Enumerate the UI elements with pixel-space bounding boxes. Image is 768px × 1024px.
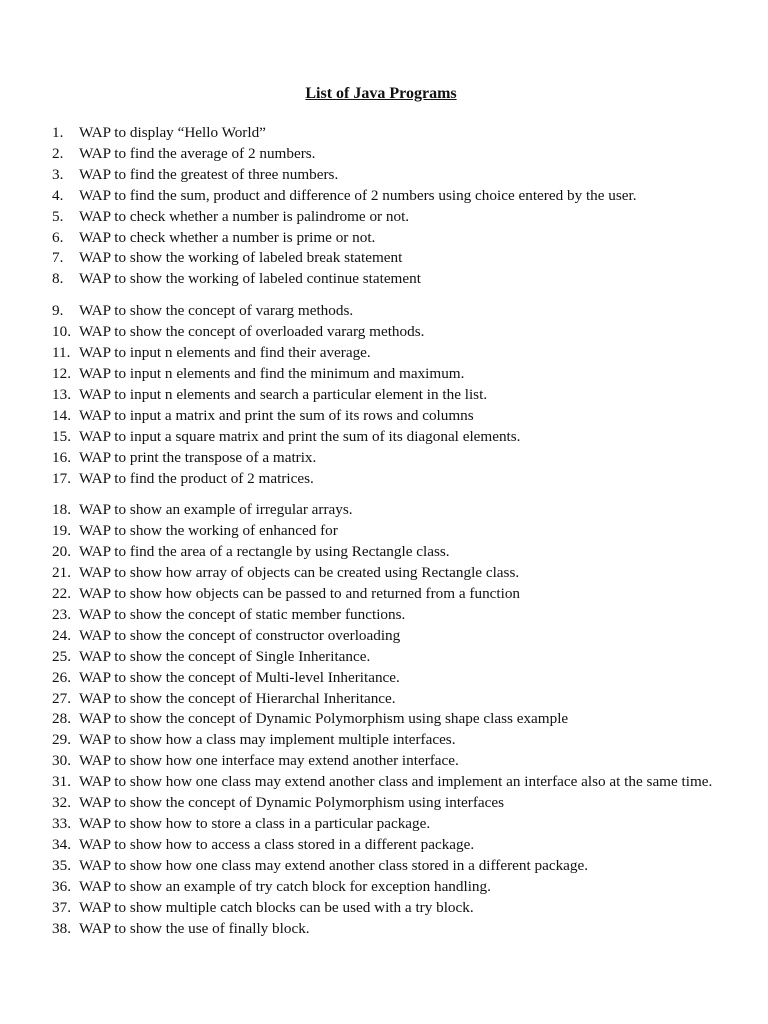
item-text: WAP to print the transpose of a matrix. xyxy=(79,448,317,466)
item-text: WAP to input a matrix and print the sum of its rows and columns xyxy=(79,406,474,424)
item-number: 32. xyxy=(52,794,71,812)
list-item xyxy=(52,730,742,751)
item-number: 29. xyxy=(52,731,71,749)
list-item xyxy=(52,500,742,521)
list-item xyxy=(52,542,742,563)
item-number: 27. xyxy=(52,689,71,707)
item-text: WAP to show how a class may implement multiple interfaces. xyxy=(79,731,456,749)
item-number: 14. xyxy=(52,406,71,424)
program-list xyxy=(52,123,742,939)
item-number: 38. xyxy=(52,919,71,937)
item-text: WAP to check whether a number is palindrome or not. xyxy=(79,207,410,225)
item-text: WAP to show how objects can be passed to and returned from a function xyxy=(79,585,521,603)
item-text: WAP to show the use of finally block. xyxy=(79,919,310,937)
item-number: 25. xyxy=(52,647,71,665)
list-item xyxy=(52,668,742,689)
item-text: WAP to show the concept of overloaded vararg methods. xyxy=(79,323,425,341)
item-number: 17. xyxy=(52,469,71,487)
item-text: WAP to show the concept of constructor overloading xyxy=(79,626,401,644)
item-text: WAP to show how to store a class in a particular package. xyxy=(79,815,431,832)
list-item xyxy=(52,301,742,322)
item-number: 10. xyxy=(52,323,71,341)
item-text: WAP to input n elements and find their average. xyxy=(79,344,371,362)
item-number: 19. xyxy=(52,522,71,540)
item-text: WAP to show the concept of vararg methods. xyxy=(79,302,354,320)
list-item xyxy=(52,207,742,228)
item-text: WAP to input n elements and find the minimum and maximum. xyxy=(79,364,465,382)
item-number: 3. xyxy=(52,165,64,183)
item-number: 37. xyxy=(52,898,71,916)
item-number: 31. xyxy=(52,773,71,791)
list-item xyxy=(52,165,742,186)
item-text: WAP to find the greatest of three numbers. xyxy=(79,165,339,183)
list-item xyxy=(52,605,742,626)
item-number: 18. xyxy=(52,501,71,519)
item-number: 16. xyxy=(52,448,71,466)
item-text: WAP to show how one class may extend another class and implement an interface also at the same time. xyxy=(79,773,713,791)
item-number: 26. xyxy=(52,668,71,686)
document-title: List of Java Programs xyxy=(305,85,457,102)
item-number: 6. xyxy=(52,228,64,246)
list-item xyxy=(52,584,742,605)
list-item xyxy=(52,448,742,469)
item-text: WAP to show multiple catch blocks can be used with a try block. xyxy=(79,898,474,916)
list-item xyxy=(52,144,742,165)
item-number: 34. xyxy=(52,835,71,853)
item-number: 9. xyxy=(52,302,64,320)
item-text: WAP to show an example of try catch block for exception handling. xyxy=(79,877,491,895)
list-item xyxy=(52,856,742,877)
list-item xyxy=(52,709,742,730)
item-text: WAP to find the sum, product and difference of 2 numbers using choice entered by the user. xyxy=(79,186,637,204)
item-number: 4. xyxy=(52,186,64,204)
item-number: 21. xyxy=(52,564,71,582)
item-number: 20. xyxy=(52,543,71,561)
list-item xyxy=(52,835,742,856)
list-item xyxy=(52,751,742,772)
item-text: WAP to show the concept of Dynamic Polymorphism using interfaces xyxy=(79,794,505,812)
list-item xyxy=(52,814,742,835)
item-text: WAP to display “Hello World” xyxy=(79,124,266,141)
list-item xyxy=(52,427,742,448)
list-item xyxy=(52,343,742,364)
item-text: WAP to show the working of labeled break statement xyxy=(79,249,403,267)
item-number: 28. xyxy=(52,710,71,728)
item-text: WAP to show how to access a class stored in a different package. xyxy=(79,835,475,853)
list-item xyxy=(52,898,742,919)
list-item xyxy=(52,322,742,343)
item-text: WAP to find the area of a rectangle by using Rectangle class. xyxy=(79,543,450,561)
item-text: WAP to show an example of irregular arrays. xyxy=(79,501,353,519)
item-number: 12. xyxy=(52,364,71,382)
item-text: WAP to show the concept of Single Inheritance. xyxy=(79,647,371,665)
item-number: 36. xyxy=(52,877,71,895)
list-item xyxy=(52,772,742,793)
list-item xyxy=(52,123,742,144)
item-number: 24. xyxy=(52,626,71,644)
list-item xyxy=(52,919,742,940)
item-text: WAP to show how one interface may extend another interface. xyxy=(79,752,459,770)
list-item xyxy=(52,793,742,814)
item-number: 30. xyxy=(52,752,71,770)
item-number: 23. xyxy=(52,605,71,623)
item-text: WAP to input a square matrix and print the sum of its diagonal elements. xyxy=(79,427,521,445)
item-number: 5. xyxy=(52,207,64,225)
item-number: 35. xyxy=(52,856,71,874)
list-item xyxy=(52,563,742,584)
item-text: WAP to show the concept of Dynamic Polymorphism using shape class example xyxy=(79,710,569,728)
item-text: WAP to show the working of enhanced for xyxy=(79,522,338,540)
list-item xyxy=(52,228,742,249)
item-text: WAP to show how one class may extend another class stored in a different package. xyxy=(79,856,589,874)
item-number: 11. xyxy=(52,344,71,362)
list-item xyxy=(52,364,742,385)
item-text: WAP to find the average of 2 numbers. xyxy=(79,144,316,162)
list-item xyxy=(52,469,742,490)
item-number: 33. xyxy=(52,815,71,832)
item-number: 1. xyxy=(52,124,64,141)
item-number: 2. xyxy=(52,144,64,162)
list-item xyxy=(52,186,742,207)
item-text: WAP to show the concept of Multi-level Inheritance. xyxy=(79,668,400,686)
list-item xyxy=(52,269,742,290)
item-number: 22. xyxy=(52,585,71,603)
item-number: 15. xyxy=(52,427,71,445)
list-item xyxy=(52,385,742,406)
list-item xyxy=(52,626,742,647)
item-text: WAP to show the concept of Hierarchal Inheritance. xyxy=(79,689,396,707)
list-item xyxy=(52,406,742,427)
item-number: 8. xyxy=(52,270,64,288)
item-text: WAP to show the working of labeled continue statement xyxy=(79,270,421,288)
list-item xyxy=(52,877,742,898)
item-text: WAP to show how array of objects can be created using Rectangle class. xyxy=(79,564,520,582)
item-text: WAP to check whether a number is prime or not. xyxy=(79,228,376,246)
item-number: 7. xyxy=(52,249,64,267)
list-item xyxy=(52,689,742,710)
list-item xyxy=(52,248,742,269)
list-item xyxy=(52,647,742,668)
item-text: WAP to show the concept of static member functions. xyxy=(79,605,406,623)
item-text: WAP to input n elements and search a particular element in the list. xyxy=(79,385,488,403)
item-number: 13. xyxy=(52,385,71,403)
item-text: WAP to find the product of 2 matrices. xyxy=(79,469,314,487)
list-item xyxy=(52,521,742,542)
